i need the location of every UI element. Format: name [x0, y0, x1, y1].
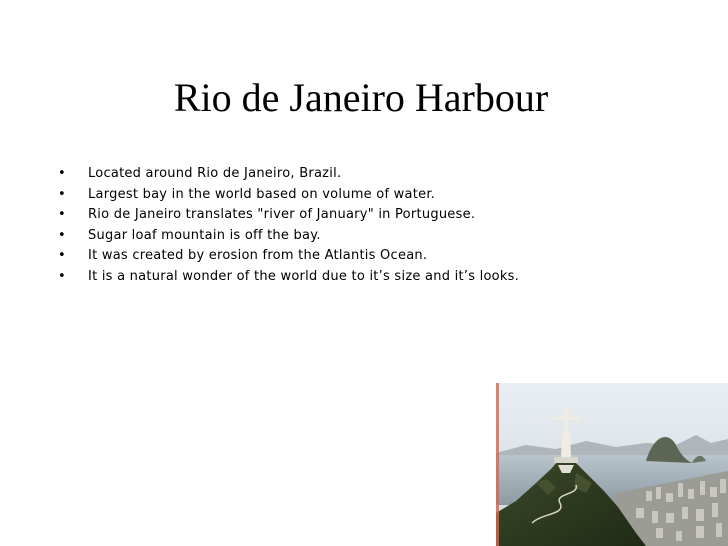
slide-title — [0, 74, 728, 122]
summit-platform-shape — [554, 457, 578, 463]
bullet-item — [58, 205, 519, 226]
bullet-dot: • — [58, 268, 66, 284]
rio-harbour-illustration — [496, 383, 728, 546]
bullet-text: Largest bay in the world based on volume of water. — [88, 186, 436, 202]
bullet-text: It is a natural wonder of the world due to it’s size and it’s looks. — [88, 268, 520, 284]
bullet-dot: • — [58, 166, 66, 181]
bullet-item — [58, 185, 519, 206]
rio-harbour-photo — [496, 383, 728, 546]
bullet-dot: • — [58, 186, 66, 202]
bullet-item — [58, 226, 519, 247]
bullet-item — [58, 246, 519, 267]
bullet-text: It was created by erosion from the Atlantis Ocean. — [88, 248, 428, 263]
bullet-dot: • — [58, 248, 66, 263]
bullet-item — [58, 164, 519, 185]
bullet-list — [58, 164, 519, 287]
bullet-item — [58, 267, 519, 288]
slide-title-text: Rio de Janeiro Harbour — [173, 75, 549, 120]
bullet-dot: • — [58, 207, 66, 222]
bullet-text: Sugar loaf mountain is off the bay. — [88, 227, 321, 243]
bullet-dot: • — [58, 227, 66, 243]
bullet-text: Located around Rio de Janeiro, Brazil. — [88, 166, 342, 181]
bullet-text: Rio de Janeiro translates "river of January" in Portuguese. — [88, 207, 476, 222]
